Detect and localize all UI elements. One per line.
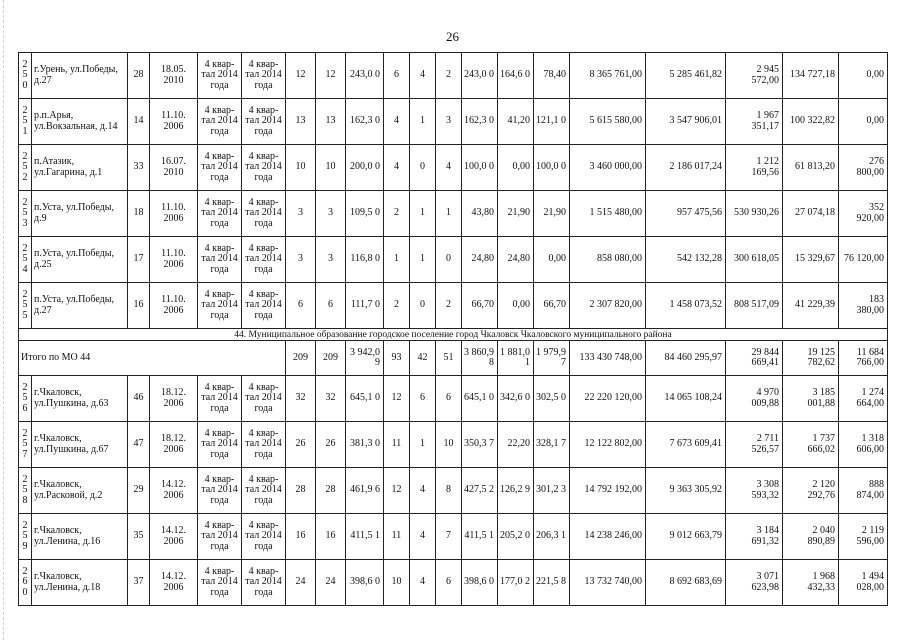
cost-cell: 3 071 623,98 <box>726 560 783 606</box>
row-number <box>19 145 32 191</box>
page-edge-marks <box>3 0 4 640</box>
table-row <box>19 237 888 283</box>
area-cell: 243,0 0 <box>346 53 384 99</box>
apartment-count-cell: 17 <box>128 237 150 283</box>
residents-cell: 12 <box>316 53 346 99</box>
table-row <box>19 191 888 237</box>
row-number <box>19 191 32 237</box>
cost-cell: 8 365 761,00 <box>570 53 646 99</box>
area-cell: 0,00 <box>498 145 534 191</box>
rooms-cell: 6 <box>410 376 436 422</box>
row-number-digit: 5 <box>22 69 28 81</box>
cost-cell: 1 968 432,33 <box>783 560 839 606</box>
row-number <box>19 99 32 145</box>
area-cell: 206,3 1 <box>534 514 570 560</box>
date-cell: 18.12. 2006 <box>150 422 198 468</box>
plan-period-cell: 4 квар- тал 2014 года <box>198 422 242 468</box>
cost-cell: 3 547 906,01 <box>646 99 726 145</box>
apartment-count-cell: 37 <box>128 560 150 606</box>
area-cell: 342,6 0 <box>498 376 534 422</box>
row-number-digit: 2 <box>22 104 28 116</box>
area-cell: 243,0 0 <box>462 53 498 99</box>
rooms-cell: 8 <box>436 468 462 514</box>
rooms-cell: 1 <box>410 422 436 468</box>
plan-period-cell: 4 квар- тал 2014 года <box>198 99 242 145</box>
rooms-cell: 4 <box>410 53 436 99</box>
area-cell: 162,3 0 <box>346 99 384 145</box>
area-cell: 100,0 0 <box>534 145 570 191</box>
residents-cell: 13 <box>316 99 346 145</box>
area-cell: 427,5 2 <box>462 468 498 514</box>
row-number-digit: 7 <box>22 448 28 460</box>
plan-period-cell: 4 квар- тал 2014 года <box>198 53 242 99</box>
row-number-digit: 4 <box>22 263 28 275</box>
total-cell: 11 684 766,00 <box>839 341 888 376</box>
page-number: 26 <box>446 29 459 44</box>
cost-cell: 858 080,00 <box>570 237 646 283</box>
rooms-cell: 3 <box>436 99 462 145</box>
area-cell: 66,70 <box>534 283 570 329</box>
cost-cell: 14 792 192,00 <box>570 468 646 514</box>
cost-cell: 100 322,82 <box>783 99 839 145</box>
date-cell: 14.12. 2006 <box>150 468 198 514</box>
row-number-digit: 2 <box>22 473 28 485</box>
cost-cell: 352 920,00 <box>839 191 888 237</box>
residents-cell: 3 <box>286 237 316 283</box>
date-cell: 11.10. 2006 <box>150 237 198 283</box>
residents-cell: 12 <box>286 53 316 99</box>
address-cell: г.Чкаловск, ул.Ленина, д.16 <box>32 514 128 560</box>
cost-cell: 9 012 663,79 <box>646 514 726 560</box>
address-cell: г.Чкаловск, ул.Пушкина, д.67 <box>32 422 128 468</box>
section-group <box>19 329 888 376</box>
area-cell: 43,80 <box>462 191 498 237</box>
date-cell: 11.10. 2006 <box>150 283 198 329</box>
area-cell: 0,00 <box>498 283 534 329</box>
rooms-cell: 4 <box>384 145 410 191</box>
cost-cell: 5 615 580,00 <box>570 99 646 145</box>
area-cell: 0,00 <box>534 237 570 283</box>
rooms-cell: 12 <box>384 468 410 514</box>
cost-cell: 808 517,09 <box>726 283 783 329</box>
section-header-row <box>19 329 888 341</box>
total-cell: 42 <box>410 341 436 376</box>
rooms-cell: 10 <box>436 422 462 468</box>
total-cell: 209 <box>286 341 316 376</box>
cost-cell: 0,00 <box>839 53 888 99</box>
cost-cell: 9 363 305,92 <box>646 468 726 514</box>
address-cell: п.Уста, ул.Победы, д.25 <box>32 237 128 283</box>
plan-period-cell: 4 квар- тал 2014 года <box>198 145 242 191</box>
area-cell: 411,5 1 <box>346 514 384 560</box>
row-number <box>19 514 32 560</box>
area-cell: 645,1 0 <box>462 376 498 422</box>
area-cell: 461,9 6 <box>346 468 384 514</box>
plan-period-cell: 4 квар- тал 2014 года <box>242 376 286 422</box>
total-cell: 84 460 295,97 <box>646 341 726 376</box>
plan-period-cell: 4 квар- тал 2014 года <box>242 422 286 468</box>
rooms-cell: 1 <box>384 237 410 283</box>
cost-cell: 5 285 461,82 <box>646 53 726 99</box>
cost-cell: 276 800,00 <box>839 145 888 191</box>
residents-cell: 10 <box>286 145 316 191</box>
table-body-bottom <box>19 376 888 606</box>
cost-cell: 15 329,67 <box>783 237 839 283</box>
area-cell: 381,3 0 <box>346 422 384 468</box>
address-cell: п.Уста, ул.Победы, д.27 <box>32 283 128 329</box>
total-cell: 209 <box>316 341 346 376</box>
residents-cell: 6 <box>316 283 346 329</box>
plan-period-cell: 4 квар- тал 2014 года <box>198 468 242 514</box>
cost-cell: 530 930,26 <box>726 191 783 237</box>
area-cell: 78,40 <box>534 53 570 99</box>
row-number-digit: 2 <box>22 171 28 183</box>
row-number-digit: 0 <box>22 79 28 91</box>
cost-cell: 2 711 526,57 <box>726 422 783 468</box>
total-cell: 1 881,0 1 <box>498 341 534 376</box>
residents-cell: 16 <box>286 514 316 560</box>
area-cell: 350,3 7 <box>462 422 498 468</box>
row-number-digit: 5 <box>22 299 28 311</box>
area-cell: 221,5 8 <box>534 560 570 606</box>
cost-cell: 2 945 572,00 <box>726 53 783 99</box>
apartment-count-cell: 29 <box>128 468 150 514</box>
apartment-count-cell: 35 <box>128 514 150 560</box>
table-row <box>19 99 888 145</box>
table-row <box>19 376 888 422</box>
plan-period-cell: 4 квар- тал 2014 года <box>242 99 286 145</box>
rooms-cell: 4 <box>410 468 436 514</box>
date-cell: 11.10. 2006 <box>150 191 198 237</box>
cost-cell: 61 813,20 <box>783 145 839 191</box>
residents-cell: 6 <box>286 283 316 329</box>
row-number <box>19 422 32 468</box>
residents-cell: 28 <box>286 468 316 514</box>
apartment-count-cell: 18 <box>128 191 150 237</box>
cost-cell: 1 274 664,00 <box>839 376 888 422</box>
row-number-digit: 5 <box>22 253 28 265</box>
total-cell: 1 979,9 7 <box>534 341 570 376</box>
area-cell: 205,2 0 <box>498 514 534 560</box>
row-number-digit: 2 <box>22 150 28 162</box>
total-label: Итого по МО 44 <box>19 341 286 376</box>
cost-cell: 300 618,05 <box>726 237 783 283</box>
date-cell: 14.12. 2006 <box>150 560 198 606</box>
rooms-cell: 10 <box>384 560 410 606</box>
rooms-cell: 7 <box>436 514 462 560</box>
residents-cell: 10 <box>316 145 346 191</box>
cost-cell: 4 970 009,88 <box>726 376 783 422</box>
area-cell: 22,20 <box>498 422 534 468</box>
rooms-cell: 6 <box>436 376 462 422</box>
area-cell: 162,3 0 <box>462 99 498 145</box>
residents-cell: 13 <box>286 99 316 145</box>
cost-cell: 0,00 <box>839 99 888 145</box>
cost-cell: 3 460 000,00 <box>570 145 646 191</box>
area-cell: 24,80 <box>462 237 498 283</box>
area-cell: 164,6 0 <box>498 53 534 99</box>
total-cell: 3 942,0 9 <box>346 341 384 376</box>
rooms-cell: 6 <box>436 560 462 606</box>
total-row <box>19 341 888 376</box>
cost-cell: 27 074,18 <box>783 191 839 237</box>
row-number-digit: 2 <box>22 196 28 208</box>
area-cell: 111,7 0 <box>346 283 384 329</box>
rooms-cell: 2 <box>436 53 462 99</box>
residents-cell: 3 <box>286 191 316 237</box>
area-cell: 411,5 1 <box>462 514 498 560</box>
rooms-cell: 6 <box>384 53 410 99</box>
plan-period-cell: 4 квар- тал 2014 года <box>242 191 286 237</box>
rooms-cell: 4 <box>436 145 462 191</box>
table-row <box>19 560 888 606</box>
total-cell: 133 430 748,00 <box>570 341 646 376</box>
residents-cell: 3 <box>316 191 346 237</box>
plan-period-cell: 4 квар- тал 2014 года <box>198 560 242 606</box>
address-cell: п.Уста, ул.Победы, д.9 <box>32 191 128 237</box>
table-row <box>19 514 888 560</box>
residents-cell: 26 <box>286 422 316 468</box>
plan-period-cell: 4 квар- тал 2014 года <box>242 514 286 560</box>
total-cell: 19 125 782,62 <box>783 341 839 376</box>
cost-cell: 542 132,28 <box>646 237 726 283</box>
residents-cell: 24 <box>286 560 316 606</box>
area-cell: 645,1 0 <box>346 376 384 422</box>
apartment-count-cell: 33 <box>128 145 150 191</box>
row-number <box>19 283 32 329</box>
date-cell: 18.12. 2006 <box>150 376 198 422</box>
row-number-digit: 5 <box>22 115 28 127</box>
cost-cell: 2 119 596,00 <box>839 514 888 560</box>
cost-cell: 3 184 691,32 <box>726 514 783 560</box>
plan-period-cell: 4 квар- тал 2014 года <box>198 237 242 283</box>
cost-cell: 8 692 683,69 <box>646 560 726 606</box>
rooms-cell: 1 <box>410 237 436 283</box>
date-cell: 16.07. 2010 <box>150 145 198 191</box>
row-number-digit: 2 <box>22 58 28 70</box>
apartment-count-cell: 46 <box>128 376 150 422</box>
row-number-digit: 5 <box>22 438 28 450</box>
rooms-cell: 2 <box>384 191 410 237</box>
cost-cell: 1 967 351,17 <box>726 99 783 145</box>
cost-cell: 134 727,18 <box>783 53 839 99</box>
area-cell: 398,6 0 <box>346 560 384 606</box>
area-cell: 126,2 9 <box>498 468 534 514</box>
cost-cell: 2 186 017,24 <box>646 145 726 191</box>
row-number-digit: 2 <box>22 288 28 300</box>
cost-cell: 1 494 028,00 <box>839 560 888 606</box>
row-number-digit: 5 <box>22 161 28 173</box>
rooms-cell: 11 <box>384 514 410 560</box>
row-number-digit: 1 <box>22 125 28 137</box>
plan-period-cell: 4 квар- тал 2014 года <box>242 145 286 191</box>
cost-cell: 1 737 666,02 <box>783 422 839 468</box>
plan-period-cell: 4 квар- тал 2014 года <box>242 283 286 329</box>
table-body-top <box>19 53 888 329</box>
cost-cell: 1 318 606,00 <box>839 422 888 468</box>
total-cell: 3 860,9 8 <box>462 341 498 376</box>
total-cell: 93 <box>384 341 410 376</box>
plan-period-cell: 4 квар- тал 2014 года <box>198 514 242 560</box>
apartment-count-cell: 16 <box>128 283 150 329</box>
row-number-digit: 5 <box>22 530 28 542</box>
cost-cell: 1 458 073,52 <box>646 283 726 329</box>
residents-cell: 24 <box>316 560 346 606</box>
cost-cell: 12 122 802,00 <box>570 422 646 468</box>
row-number-digit: 2 <box>22 242 28 254</box>
area-cell: 66,70 <box>462 283 498 329</box>
row-number-digit: 5 <box>22 207 28 219</box>
cost-cell: 1 515 480,00 <box>570 191 646 237</box>
section-title: 44. Муниципальное образование городское поселение город Чкаловск Чкаловского муниципального района <box>19 329 888 341</box>
date-cell: 18.05. 2010 <box>150 53 198 99</box>
area-cell: 301,2 3 <box>534 468 570 514</box>
rooms-cell: 0 <box>410 145 436 191</box>
area-cell: 121,1 0 <box>534 99 570 145</box>
address-cell: г.Чкаловск, ул.Ленина, д.18 <box>32 560 128 606</box>
cost-cell: 14 238 246,00 <box>570 514 646 560</box>
rooms-cell: 11 <box>384 422 410 468</box>
cost-cell: 957 475,56 <box>646 191 726 237</box>
row-number-digit: 6 <box>22 576 28 588</box>
cost-cell: 14 065 108,24 <box>646 376 726 422</box>
address-cell: г.Чкаловск, ул.Расковой, д.2 <box>32 468 128 514</box>
cost-cell: 2 120 292,76 <box>783 468 839 514</box>
area-cell: 41,20 <box>498 99 534 145</box>
row-number-digit: 6 <box>22 402 28 414</box>
area-cell: 116,8 0 <box>346 237 384 283</box>
residents-cell: 26 <box>316 422 346 468</box>
rooms-cell: 1 <box>410 191 436 237</box>
rooms-cell: 2 <box>436 283 462 329</box>
rooms-cell: 2 <box>384 283 410 329</box>
area-cell: 200,0 0 <box>346 145 384 191</box>
cost-cell: 3 185 001,88 <box>783 376 839 422</box>
table-row <box>19 283 888 329</box>
row-number-digit: 5 <box>22 309 28 321</box>
address-cell: р.п.Арья, ул.Вокзальная, д.14 <box>32 99 128 145</box>
cost-cell: 3 308 593,32 <box>726 468 783 514</box>
rooms-cell: 12 <box>384 376 410 422</box>
rooms-cell: 1 <box>410 99 436 145</box>
cost-cell: 41 229,39 <box>783 283 839 329</box>
address-cell: п.Атазик, ул.Гагарина, д.1 <box>32 145 128 191</box>
row-number-digit: 8 <box>22 494 28 506</box>
total-cell: 29 844 669,41 <box>726 341 783 376</box>
row-number-digit: 2 <box>22 519 28 531</box>
row-number-digit: 3 <box>22 217 28 229</box>
rooms-cell: 1 <box>436 191 462 237</box>
row-number-digit: 2 <box>22 565 28 577</box>
area-cell: 177,0 2 <box>498 560 534 606</box>
row-number <box>19 468 32 514</box>
plan-period-cell: 4 квар- тал 2014 года <box>242 53 286 99</box>
row-number-digit: 5 <box>22 484 28 496</box>
row-number <box>19 53 32 99</box>
cost-cell: 2 307 820,00 <box>570 283 646 329</box>
address-cell: г.Чкаловск, ул.Пушкина, д.63 <box>32 376 128 422</box>
row-number-digit: 0 <box>22 586 28 598</box>
cost-cell: 1 212 169,56 <box>726 145 783 191</box>
plan-period-cell: 4 квар- тал 2014 года <box>242 237 286 283</box>
row-number <box>19 237 32 283</box>
cost-cell: 76 120,00 <box>839 237 888 283</box>
row-number-digit: 5 <box>22 392 28 404</box>
housing-program-table <box>18 52 888 606</box>
row-number <box>19 376 32 422</box>
cost-cell: 22 220 120,00 <box>570 376 646 422</box>
cost-cell: 2 040 890,89 <box>783 514 839 560</box>
cost-cell: 183 380,00 <box>839 283 888 329</box>
plan-period-cell: 4 квар- тал 2014 года <box>198 376 242 422</box>
cost-cell: 888 874,00 <box>839 468 888 514</box>
residents-cell: 32 <box>286 376 316 422</box>
apartment-count-cell: 14 <box>128 99 150 145</box>
cost-cell: 13 732 740,00 <box>570 560 646 606</box>
residents-cell: 16 <box>316 514 346 560</box>
row-number-digit: 2 <box>22 427 28 439</box>
table-row <box>19 145 888 191</box>
date-cell: 11.10. 2006 <box>150 99 198 145</box>
rooms-cell: 4 <box>384 99 410 145</box>
rooms-cell: 4 <box>410 560 436 606</box>
plan-period-cell: 4 квар- тал 2014 года <box>198 283 242 329</box>
area-cell: 24,80 <box>498 237 534 283</box>
area-cell: 302,5 0 <box>534 376 570 422</box>
table-row <box>19 468 888 514</box>
plan-period-cell: 4 квар- тал 2014 года <box>198 191 242 237</box>
residents-cell: 28 <box>316 468 346 514</box>
total-cell: 51 <box>436 341 462 376</box>
plan-period-cell: 4 квар- тал 2014 года <box>242 560 286 606</box>
row-number-digit: 9 <box>22 540 28 552</box>
rooms-cell: 0 <box>410 283 436 329</box>
plan-period-cell: 4 квар- тал 2014 года <box>242 468 286 514</box>
area-cell: 21,90 <box>498 191 534 237</box>
rooms-cell: 4 <box>410 514 436 560</box>
area-cell: 398,6 0 <box>462 560 498 606</box>
row-number-digit: 2 <box>22 381 28 393</box>
cost-cell: 7 673 609,41 <box>646 422 726 468</box>
address-cell: г.Урень, ул.Победы, д.27 <box>32 53 128 99</box>
residents-cell: 3 <box>316 237 346 283</box>
table-row <box>19 53 888 99</box>
rooms-cell: 0 <box>436 237 462 283</box>
apartment-count-cell: 47 <box>128 422 150 468</box>
apartment-count-cell: 28 <box>128 53 150 99</box>
date-cell: 14.12. 2006 <box>150 514 198 560</box>
table-row <box>19 422 888 468</box>
area-cell: 21,90 <box>534 191 570 237</box>
residents-cell: 32 <box>316 376 346 422</box>
row-number <box>19 560 32 606</box>
area-cell: 109,5 0 <box>346 191 384 237</box>
area-cell: 100,0 0 <box>462 145 498 191</box>
area-cell: 328,1 7 <box>534 422 570 468</box>
